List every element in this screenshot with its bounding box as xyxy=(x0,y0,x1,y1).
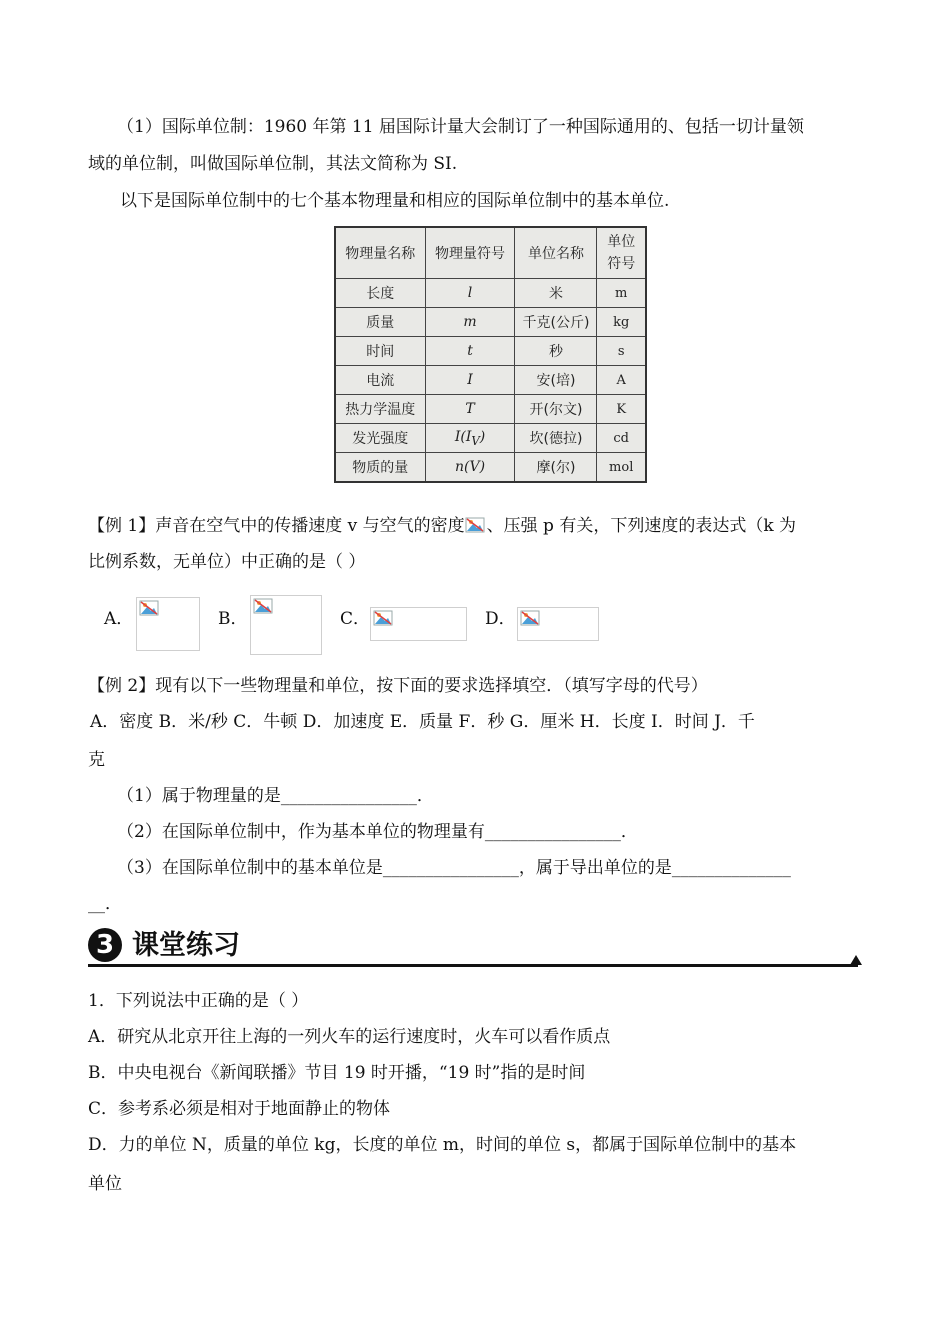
option-c-image[interactable] xyxy=(370,607,467,641)
section-divider xyxy=(88,964,858,967)
option-b-image[interactable] xyxy=(250,595,322,655)
cell-name: 电流 xyxy=(335,366,425,395)
intro-paragraph-2: 以下是国际单位制中的七个基本物理量和相应的国际单位制中的基本单位. xyxy=(120,191,670,211)
example1-line1 xyxy=(88,514,796,538)
cell-unit: 安(培) xyxy=(515,366,597,395)
cell-unit-symbol: cd xyxy=(597,424,646,453)
section-number-badge: 3 xyxy=(88,928,122,962)
header-unit-symbol-line2: 符号 xyxy=(607,256,636,272)
cell-symbol: T xyxy=(425,395,515,424)
broken-image-icon xyxy=(253,598,273,614)
option-a-image[interactable] xyxy=(136,597,200,651)
option-d-image[interactable] xyxy=(517,607,599,641)
cell-unit-symbol: K xyxy=(597,395,646,424)
table-row xyxy=(335,366,646,395)
cell-unit: 开(尔文) xyxy=(515,395,597,424)
broken-image-icon xyxy=(373,610,393,626)
cell-name: 质量 xyxy=(335,308,425,337)
example2-items-line1: A．密度 B．米/秒 C．牛顿 D．加速度 E．质量 F．秒 G．厘米 H．长度 I．时间 J．千 xyxy=(90,712,755,732)
table-row xyxy=(335,424,646,453)
table-row xyxy=(335,308,646,337)
table-row xyxy=(335,337,646,366)
cell-unit-symbol: kg xyxy=(597,308,646,337)
example1-line2: 比例系数，无单位）中正确的是（ ） xyxy=(88,552,366,572)
header-unit-symbol xyxy=(597,227,646,279)
option-c-label: C． xyxy=(340,609,371,629)
example2-question3-line1: （3）在国际单位制中的基本单位是________________，属于导出单位的是______________ xyxy=(117,858,791,878)
exercise1-option-d-line2: 单位 xyxy=(88,1174,122,1194)
example2-question1: （1）属于物理量的是________________． xyxy=(117,786,434,806)
table-row xyxy=(335,395,646,424)
cell-unit: 坎(德拉) xyxy=(515,424,597,453)
header-unit-symbol-line1: 单位 xyxy=(607,234,636,250)
cell-name: 时间 xyxy=(335,337,425,366)
option-b-label: B． xyxy=(218,609,248,629)
triangle-marker-icon xyxy=(850,955,862,965)
example2-question3-line2: __． xyxy=(88,894,122,914)
cell-name: 热力学温度 xyxy=(335,395,425,424)
cell-symbol: n(V) xyxy=(425,453,515,483)
cell-name: 发光强度 xyxy=(335,424,425,453)
broken-image-icon xyxy=(520,610,540,626)
cell-name: 物质的量 xyxy=(335,453,425,483)
intro-paragraph-line2: 域的单位制，叫做国际单位制，其法文简称为 SI. xyxy=(88,154,458,174)
table-header-row xyxy=(335,227,646,279)
cell-name: 长度 xyxy=(335,279,425,308)
cell-unit: 千克(公斤) xyxy=(515,308,597,337)
example1-text-a: 【例 1】声音在空气中的传播速度 v 与空气的密度 xyxy=(88,516,465,536)
intro-paragraph-line1: （1）国际单位制：1960 年第 11 届国际计量大会制订了一种国际通用的、包括一切计量领 xyxy=(117,117,804,137)
density-symbol-image-icon xyxy=(465,516,487,532)
table-row xyxy=(335,453,646,483)
table-row xyxy=(335,279,646,308)
cell-unit: 秒 xyxy=(515,337,597,366)
cell-symbol: m xyxy=(425,308,515,337)
si-base-units-table xyxy=(334,226,647,483)
cell-symbol: $I(I_V)$ xyxy=(425,424,515,453)
example2-items-line2: 克 xyxy=(88,750,105,770)
cell-unit-symbol: A xyxy=(597,366,646,395)
cell-unit-symbol: s xyxy=(597,337,646,366)
subscript: V xyxy=(471,433,480,448)
example2-title: 【例 2】现有以下一些物理量和单位，按下面的要求选择填空．（填写字母的代号） xyxy=(88,676,708,696)
exercise1-stem: 1．下列说法中正确的是（ ） xyxy=(88,991,309,1011)
cell-unit: 米 xyxy=(515,279,597,308)
example1-text-b: 、压强 p 有关，下列速度的表达式（k 为 xyxy=(486,516,797,536)
broken-image-icon xyxy=(139,600,159,616)
cell-symbol: t xyxy=(425,337,515,366)
exercise1-option-a: A．研究从北京开往上海的一列火车的运行速度时，火车可以看作质点 xyxy=(88,1027,611,1047)
option-a-label: A． xyxy=(104,609,134,629)
cell-unit: 摩(尔) xyxy=(515,453,597,483)
header-quantity-name: 物理量名称 xyxy=(335,227,425,279)
example2-question2: （2）在国际单位制中，作为基本单位的物理量有________________． xyxy=(117,822,638,842)
cell-unit-symbol: m xyxy=(597,279,646,308)
cell-unit-symbol: mol xyxy=(597,453,646,483)
header-unit-name: 单位名称 xyxy=(515,227,597,279)
exercise1-option-d-line1: D．力的单位 N，质量的单位 kg，长度的单位 m，时间的单位 s，都属于国际单位制中的基本 xyxy=(88,1135,797,1155)
cell-symbol: l xyxy=(425,279,515,308)
option-d-label: D． xyxy=(485,609,516,629)
section-title: 课堂练习 xyxy=(132,930,240,961)
exercise1-option-b: B．中央电视台《新闻联播》节目 19 时开播，“19 时”指的是时间 xyxy=(88,1063,586,1083)
header-quantity-symbol: 物理量符号 xyxy=(425,227,515,279)
cell-symbol: I xyxy=(425,366,515,395)
exercise1-option-c: C．参考系必须是相对于地面静止的物体 xyxy=(88,1099,391,1119)
